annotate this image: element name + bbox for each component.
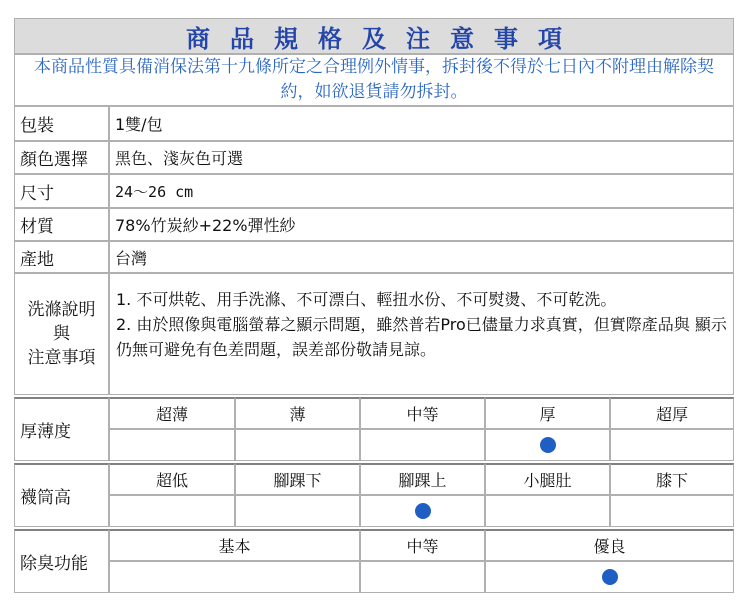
deodorize-mark-cell-2	[485, 561, 734, 593]
cuff-height-mark-cell-1	[235, 495, 360, 527]
cuff-height-option-2: 腳踝上	[360, 463, 485, 495]
spec-value-color: 黑色、淺灰色可選	[109, 141, 734, 174]
cuff-height-mark-cell-2	[360, 495, 485, 527]
spec-value-origin: 台灣	[109, 241, 734, 273]
cuff-height-mark-cell-3	[485, 495, 610, 527]
deodorize-label: 除臭功能	[14, 529, 109, 593]
page-title: 商品規格及注意事項	[14, 18, 734, 54]
spec-label-origin: 產地	[14, 241, 109, 273]
thickness-label: 厚薄度	[14, 397, 109, 461]
care-label	[14, 273, 109, 395]
cuff-height-option-1: 腳踝下	[235, 463, 360, 495]
thickness-mark-cell-4	[610, 429, 734, 461]
thickness-mark-cell-3	[485, 429, 610, 461]
cuff-height-option-0: 超低	[109, 463, 235, 495]
care-label-line2: 與	[53, 324, 70, 344]
cuff-height-selected-dot	[415, 503, 431, 519]
spec-value-size: 24～26 cm	[109, 174, 734, 208]
deodorize-option-2: 優良	[485, 529, 734, 561]
thickness-mark-cell-2	[360, 429, 485, 461]
spec-label-package: 包裝	[14, 106, 109, 141]
thickness-selected-dot	[540, 437, 556, 453]
deodorize-option-1: 中等	[360, 529, 485, 561]
deodorize-selected-dot	[602, 569, 618, 585]
care-item-2: 2. 由於照像與電腦螢幕之顯示問題，雖然普若Pro已儘量力求真實，但實際產品與 顯示仍無可避免有色差問題，誤差部份敬請見諒。	[116, 315, 727, 359]
cuff-height-mark-cell-0	[109, 495, 235, 527]
thickness-option-4: 超厚	[610, 397, 734, 429]
care-item-1: 1. 不可烘乾、用手洗滌、不可漂白、輕扭水份、不可熨燙、不可乾洗。	[116, 290, 617, 309]
thickness-option-0: 超薄	[109, 397, 235, 429]
spec-label-material: 材質	[14, 208, 109, 241]
thickness-option-2: 中等	[360, 397, 485, 429]
thickness-mark-cell-1	[235, 429, 360, 461]
thickness-mark-cell-0	[109, 429, 235, 461]
deodorize-mark-cell-1	[360, 561, 485, 593]
care-label-line3: 注意事項	[27, 348, 96, 368]
cuff-height-mark-cell-4	[610, 495, 734, 527]
deodorize-option-0: 基本	[109, 529, 360, 561]
deodorize-mark-cell-0	[109, 561, 360, 593]
cuff-height-label: 襪筒高	[14, 463, 109, 527]
care-label-line1: 洗滌說明	[27, 300, 96, 320]
spec-value-package: 1雙/包	[109, 106, 734, 141]
spec-label-size: 尺寸	[14, 174, 109, 208]
cuff-height-option-3: 小腿肚	[485, 463, 610, 495]
thickness-option-1: 薄	[235, 397, 360, 429]
care-content	[109, 273, 734, 395]
spec-label-color: 顏色選擇	[14, 141, 109, 174]
thickness-option-3: 厚	[485, 397, 610, 429]
spec-value-material: 78%竹炭紗+22%彈性紗	[109, 208, 734, 241]
cuff-height-option-4: 膝下	[610, 463, 734, 495]
return-policy-notice: 本商品性質具備消保法第十九條所定之合理例外情事，拆封後不得於七日內不附理由解除契約，如欲退貨請勿拆封。	[14, 54, 734, 106]
